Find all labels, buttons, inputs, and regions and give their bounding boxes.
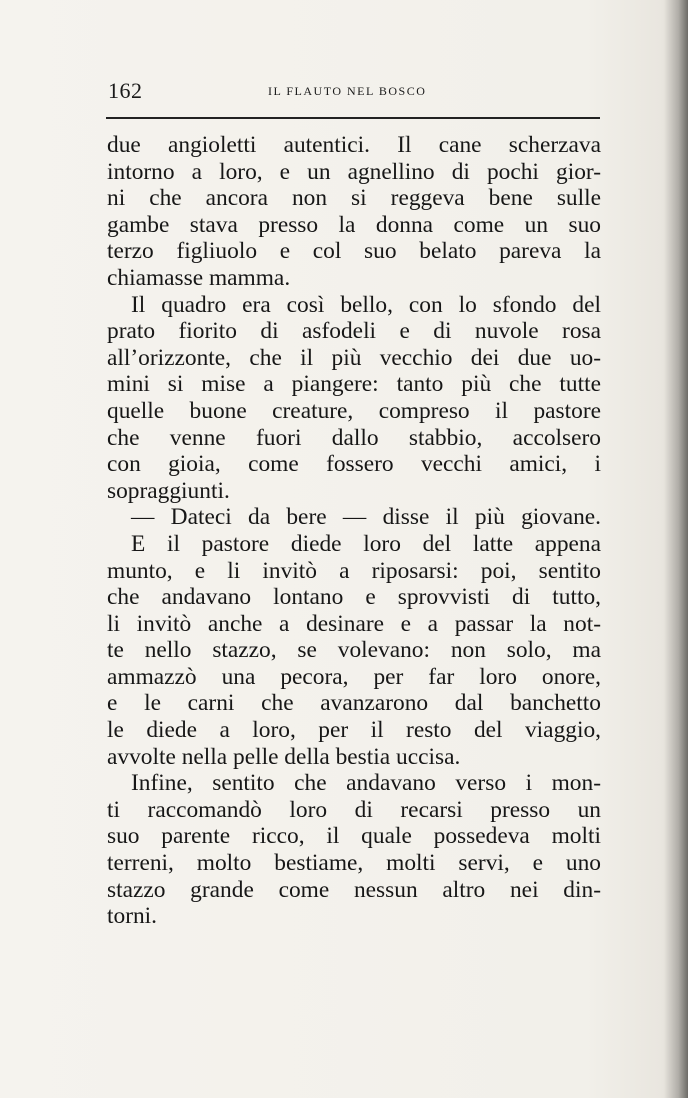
page-number: 162: [108, 78, 143, 103]
text-line: chiamasse mamma.: [107, 264, 291, 291]
text-line: E il pastore diede loro del latte appena: [131, 530, 601, 557]
text-line: Il quadro era così bello, con lo sfondo del: [131, 291, 601, 318]
page-header: [108, 78, 600, 108]
text-line: mini si mise a piangere: tanto più che tutte: [107, 371, 601, 398]
text-line: — Dateci da bere — disse il più giovane.: [131, 504, 601, 531]
text-line: due angioletti autentici. Il cane scherzava: [107, 132, 601, 158]
text-line: che andavano lontano e sprovvisti di tutto,: [107, 584, 601, 611]
text-line: torni.: [107, 903, 158, 930]
running-title: IL FLAUTO NEL BOSCO: [268, 84, 427, 98]
text-line: che venne fuori dallo stabbio, accolsero: [107, 424, 601, 451]
text-line: li invitò anche a desinare e a passar la not-: [107, 610, 601, 637]
text-line: le diede a loro, per il resto del viaggio,: [107, 717, 601, 744]
text-line: ni che ancora non si reggeva bene sulle: [107, 185, 601, 212]
text-line: terreni, molto bestiame, molti servi, e uno: [107, 850, 601, 877]
text-line: gambe stava presso la donna come un suo: [107, 211, 601, 238]
text-line: munto, e li invitò a riposarsi: poi, sentito: [107, 557, 601, 584]
text-line: con gioia, come fossero vecchi amici, i: [107, 451, 601, 478]
header-rule: [106, 117, 600, 119]
text-line: stazzo grande come nessun altro nei din-: [107, 876, 601, 903]
text-line: terzo figliuolo e col suo belato pareva la: [107, 238, 601, 265]
text-line: quelle buone creature, compreso il pastore: [107, 397, 601, 424]
text-line: avvolte nella pelle della bestia uccisa.: [107, 743, 461, 770]
text-line: te nello stazzo, se volevano: non solo, ma: [107, 637, 601, 664]
text-line: prato fiorito di asfodeli e di nuvole rosa: [107, 318, 601, 345]
text-line: e le carni che avanzarono dal banchetto: [107, 690, 601, 717]
text-line: suo parente ricco, il quale possedeva molti: [107, 823, 601, 850]
text-line: Infine, sentito che andavano verso i mon-: [131, 770, 601, 797]
text-line: ammazzò una pecora, per far loro onore,: [107, 663, 601, 690]
page-edge-shadow: [664, 0, 688, 1098]
text-line: intorno a loro, e un agnellino di pochi gior-: [107, 158, 601, 185]
text-line: ti raccomandò loro di recarsi presso un: [107, 796, 601, 823]
body-text: [107, 132, 601, 930]
text-line: sopraggiunti.: [107, 477, 230, 504]
text-line: all’orizzonte, che il più vecchio dei due uo-: [107, 344, 601, 371]
